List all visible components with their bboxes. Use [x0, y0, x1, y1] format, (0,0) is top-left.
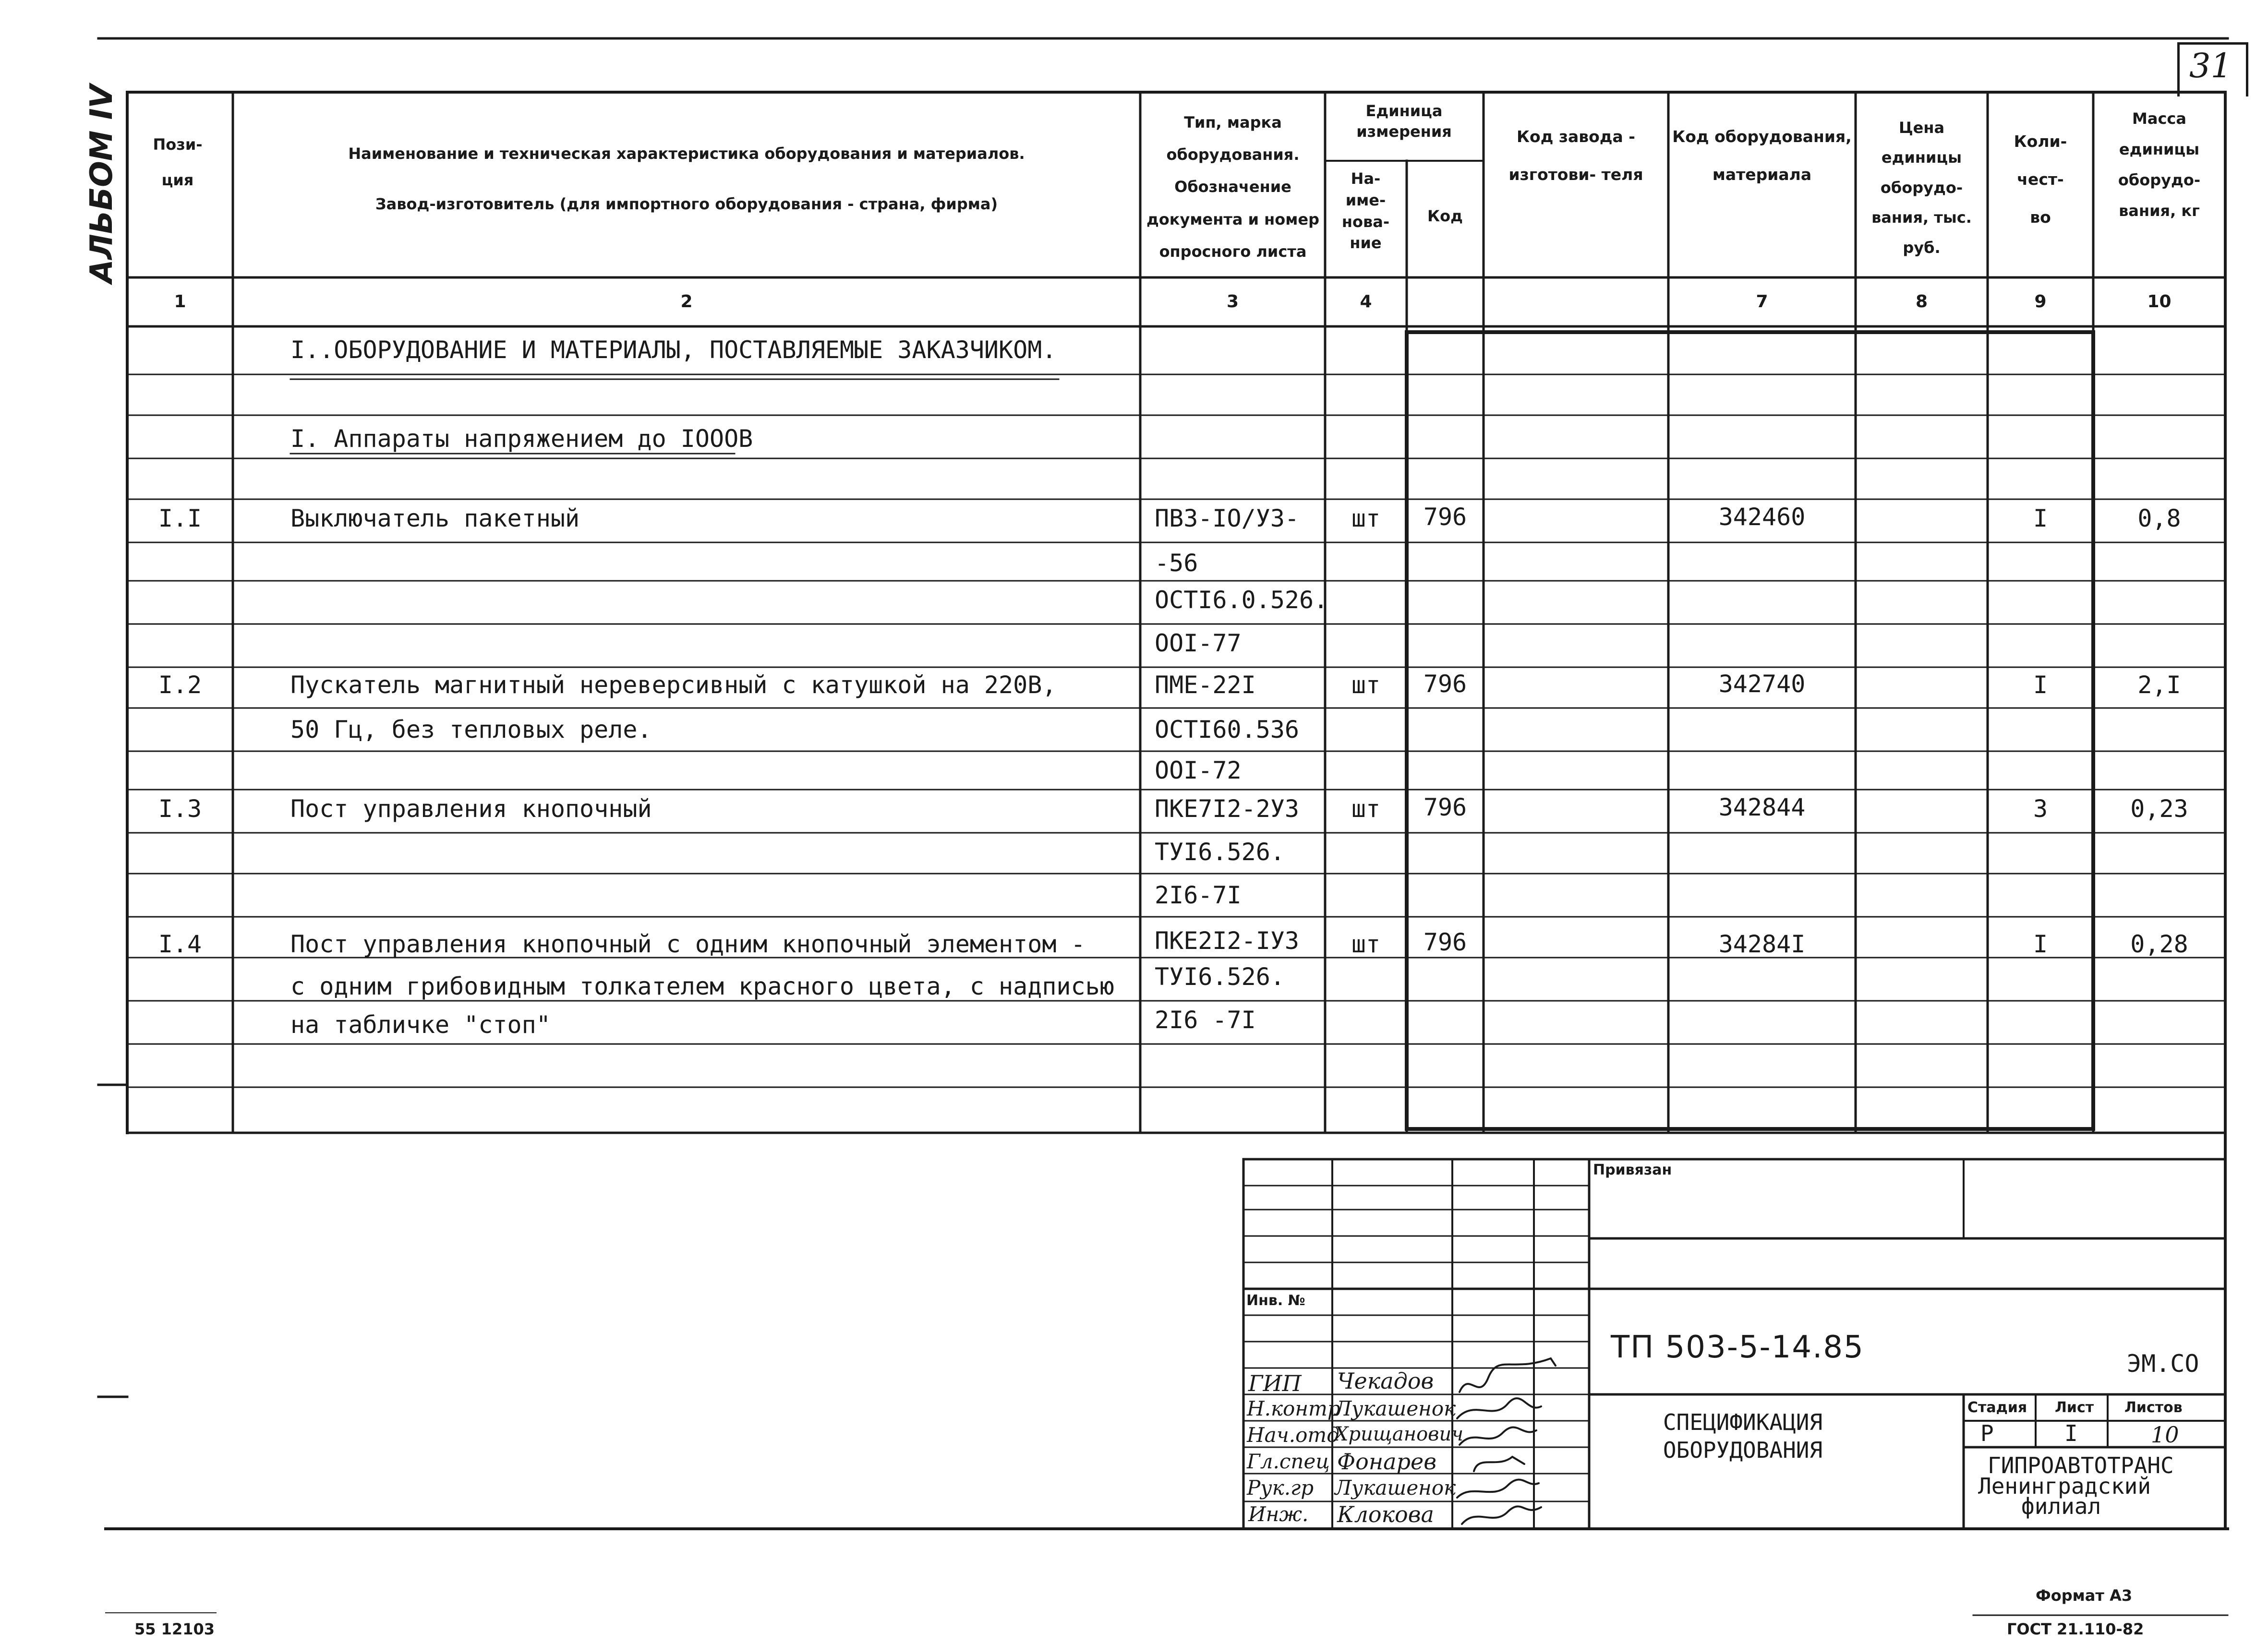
row-unit-name: шт — [1351, 930, 1381, 958]
stamp-stage-label: Стадия — [1967, 1399, 2027, 1416]
stamp-sheets: 10 — [2151, 1422, 2179, 1448]
row-type: ПМЕ-22I — [1155, 671, 1256, 699]
row-name: с одним грибовидным толкателем красного цвета, с надписью — [290, 972, 1114, 1000]
signature-role: Рук.гр — [1247, 1476, 1314, 1500]
footer-format: Формат А3 — [2036, 1586, 2133, 1605]
row-type: 2I6 -7I — [1155, 1006, 1256, 1034]
row-type: ОСТI60.536 — [1155, 716, 1300, 744]
stamp-sheet-label: Лист — [2055, 1399, 2094, 1416]
row-unit-code: 796 — [1423, 670, 1467, 698]
row-equipment-code: 342460 — [1718, 503, 1806, 531]
stamp-doc-code: ТП 503-5-14.85 — [1611, 1330, 1864, 1365]
header-col7: Код оборудования, материала — [1672, 127, 1852, 184]
header-col8: Цена единицы оборудо- вания, тыс. руб. — [1871, 119, 1972, 257]
header-col45: Единица измерения — [1356, 102, 1452, 141]
row-type: ПКЕ2I2-IУЗ — [1155, 927, 1300, 955]
row-quantity: I — [2033, 504, 2048, 532]
signature-name: Лукашенок — [1335, 1476, 1456, 1500]
stamp-privyazan: Привязан — [1593, 1162, 1672, 1178]
row-name: Пускатель магнитный нереверсивный с катушкой на 220В, — [290, 671, 1057, 699]
row-mass: 2,I — [2137, 671, 2181, 699]
row-equipment-code: 342844 — [1718, 793, 1806, 821]
column-number-4: 4 — [1360, 292, 1372, 312]
signature-name: Фонарев — [1337, 1449, 1437, 1475]
signature-role: Н.контр — [1247, 1397, 1340, 1420]
column-number-2: 2 — [680, 292, 693, 312]
row-name: Выключатель пакетный — [290, 504, 580, 532]
header-col10: Масса единицы оборудо- вания, кг — [2118, 109, 2201, 220]
stamp-sheets-label: Листов — [2124, 1399, 2183, 1416]
stamp-org-line1: ГИПРОАВТОТРАНС — [1988, 1452, 2174, 1478]
row-type: OOI-72 — [1155, 756, 1242, 784]
row-equipment-code: 34284I — [1718, 930, 1806, 958]
signature-name: Лукашенок — [1335, 1397, 1456, 1420]
stamp-title: СПЕЦИФИКАЦИЯ ОБОРУДОВАНИЯ — [1663, 1409, 1823, 1463]
header-col4: На- име- нова- ние — [1341, 169, 1390, 252]
row-type: -56 — [1155, 549, 1198, 577]
row-type: ПВЗ-IO/УЗ- — [1155, 504, 1300, 532]
row-unit-name: шт — [1351, 671, 1381, 699]
row-unit-name: шт — [1351, 795, 1381, 823]
row-type: ТУI6.526. — [1155, 963, 1285, 991]
row-position: I.I — [158, 504, 202, 532]
header-col1: Пози- ция — [153, 135, 203, 189]
signature-role: Гл.спец — [1247, 1450, 1330, 1473]
signature-name: Хрищанович — [1335, 1423, 1464, 1445]
header-col9: Коли- чест- во — [2014, 132, 2067, 227]
signature-role: Нач.отд — [1247, 1423, 1339, 1447]
header-col6: Код завода - изготови- теля — [1508, 127, 1643, 184]
column-number-9: 9 — [2034, 292, 2047, 312]
section-heading-sub: I. Аппараты напряжением до IOOOB — [290, 425, 753, 453]
column-number-7: 7 — [1756, 292, 1768, 312]
column-number-10: 10 — [2147, 292, 2171, 312]
footer-gost: ГОСТ 21.110-82 — [2007, 1620, 2144, 1638]
row-type: ТУI6.526. — [1155, 838, 1285, 866]
stamp-org-line2: Ленинградский — [1978, 1473, 2151, 1499]
row-name: Пост управления кнопочный — [290, 795, 652, 823]
footer-doc-number: 55 12103 — [134, 1620, 215, 1638]
column-number-3: 3 — [1226, 292, 1239, 312]
row-type: OOI-77 — [1155, 629, 1242, 657]
row-position: I.3 — [158, 795, 202, 823]
row-position: I.4 — [158, 930, 202, 958]
header-col5: Код — [1427, 207, 1463, 225]
stamp-org-line3: филиал — [2021, 1493, 2101, 1519]
section-heading-main: I..ОБОРУДОВАНИЕ И МАТЕРИАЛЫ, ПОСТАВЛЯЕМЫЕ ЗАКАЗЧИКОМ. — [290, 336, 1057, 364]
row-name: на табличке "стоп" — [290, 1011, 551, 1039]
header-col3: Тип, марка оборудования. Обозначение документа и номер опросного листа — [1146, 113, 1320, 261]
row-quantity: I — [2033, 930, 2048, 958]
row-type: ОСТI6.0.526. — [1155, 586, 1328, 614]
page-number: 31 — [2189, 46, 2232, 85]
header-col2-line2: Завод-изготовитель (для импортного оборудования - страна, фирма) — [375, 195, 998, 213]
row-name: 50 Гц, без тепловых реле. — [290, 716, 652, 744]
album-label: АЛЬБОМ IV — [84, 84, 120, 283]
stamp-doc-mark: ЭМ.СО — [2127, 1350, 2199, 1378]
row-name: Пост управления кнопочный с одним кнопочный элементом - — [290, 930, 1086, 958]
row-mass: 0,28 — [2130, 930, 2188, 958]
row-type: 2I6-7I — [1155, 881, 1242, 909]
row-quantity: I — [2033, 671, 2048, 699]
row-unit-code: 796 — [1423, 928, 1467, 956]
row-mass: 0,23 — [2130, 795, 2188, 823]
signature-role: Инж. — [1248, 1502, 1309, 1526]
stamp-sheet: I — [2064, 1420, 2078, 1446]
row-type: ПКЕ7I2-2УЗ — [1155, 795, 1300, 823]
row-quantity: 3 — [2033, 795, 2048, 823]
header-col2-line1: Наименование и техническая характеристика оборудования и материалов. — [348, 144, 1025, 163]
stamp-stage: Р — [1980, 1420, 1994, 1446]
row-position: I.2 — [158, 671, 202, 699]
row-equipment-code: 342740 — [1718, 670, 1806, 698]
signature-role: ГИП — [1248, 1370, 1302, 1396]
row-mass: 0,8 — [2137, 504, 2181, 532]
row-unit-name: шт — [1351, 504, 1381, 532]
row-unit-code: 796 — [1423, 793, 1467, 821]
row-unit-code: 796 — [1423, 503, 1467, 531]
signature-name: Клокова — [1337, 1501, 1434, 1527]
signature-name: Чекадов — [1337, 1368, 1434, 1394]
stamp-inv-no: Инв. № — [1246, 1292, 1305, 1309]
column-number-8: 8 — [1915, 292, 1928, 312]
column-number-1: 1 — [174, 292, 186, 312]
